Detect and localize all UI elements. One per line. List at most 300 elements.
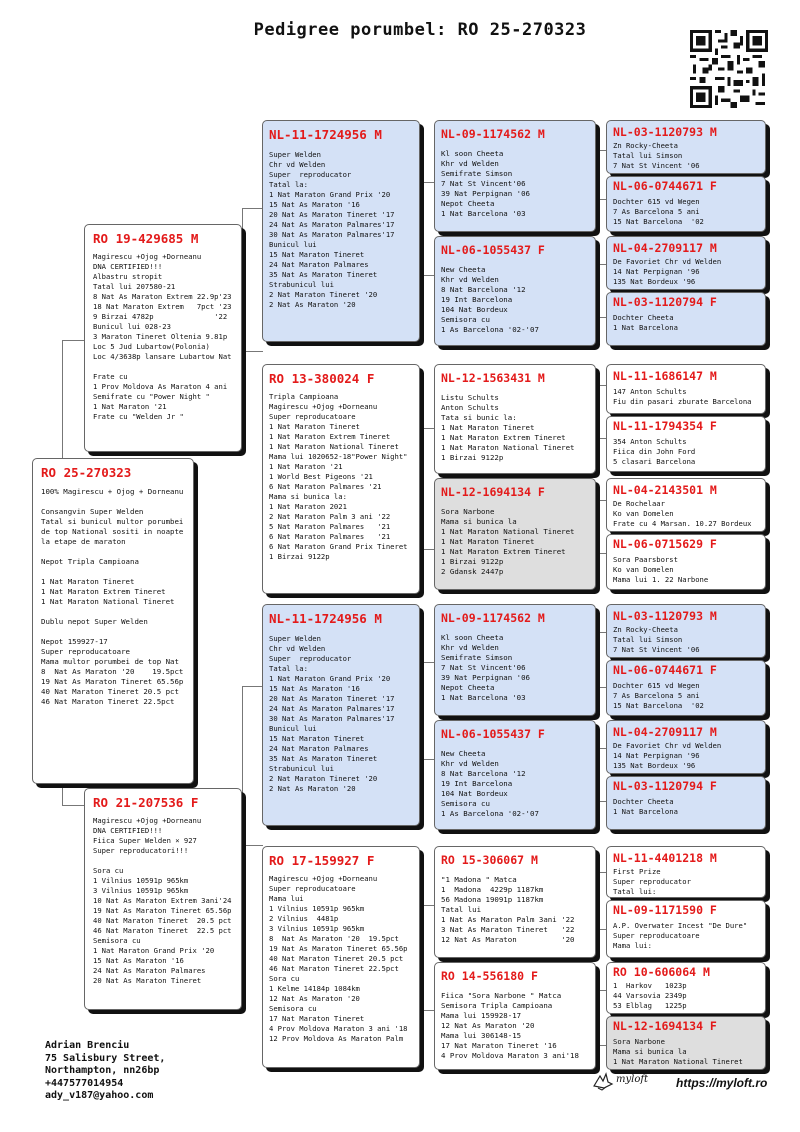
note-line: 17 Nat Maraton Tineret '16 bbox=[441, 1041, 557, 1050]
note-line: 15 Nat As Maraton '16 bbox=[269, 200, 360, 209]
note-line: 1 Nat Barcelona bbox=[613, 807, 678, 816]
note-line: Dochter 615 vd Wegen bbox=[613, 681, 700, 690]
pigeon-card-g4-6 bbox=[606, 416, 766, 472]
note-line: 2 Nat As Maraton '20 bbox=[269, 300, 356, 309]
note-line: Zn Rocky-Cheeta bbox=[613, 625, 678, 634]
note-line: Semisora cu bbox=[441, 799, 490, 808]
ring-number: NL-11-1794354 F bbox=[613, 419, 717, 433]
owner-city: Northampton, nn26bp bbox=[45, 1065, 160, 1076]
note-line: Dochter Cheeta bbox=[613, 313, 674, 322]
note-line: Khr vd Welden bbox=[441, 159, 499, 168]
note-line: "1 Madona " Matca bbox=[441, 875, 517, 884]
pigeon-card-sire-sire bbox=[262, 120, 420, 342]
note-line: 3 Vilnius 10591p 965km bbox=[269, 924, 365, 933]
ring-number: NL-09-1174562 M bbox=[441, 127, 545, 141]
ring-number: NL-09-1171590 F bbox=[613, 903, 717, 917]
pigeon-notes bbox=[613, 681, 761, 711]
note-line: Super reproducatori!!! bbox=[93, 846, 189, 855]
note-line bbox=[41, 607, 189, 617]
note-line: 1 Vilnius 10591p 965km bbox=[269, 904, 365, 913]
pigeon-notes bbox=[441, 149, 591, 219]
note-line: 8 Nat Barcelona '12 bbox=[441, 769, 526, 778]
note-line: 1 Nat Maraton Tineret bbox=[441, 423, 535, 432]
pigeon-notes bbox=[613, 141, 761, 171]
pigeon-card-dam-sire bbox=[262, 604, 420, 826]
note-line: Semisora cu bbox=[269, 1004, 317, 1013]
pigeon-notes bbox=[613, 257, 761, 287]
note-line: 2 Gdansk 2447p bbox=[441, 567, 504, 576]
pigeon-notes bbox=[613, 981, 761, 1011]
note-line: Magirescu +Ojog +Dorneanu bbox=[269, 402, 378, 411]
note-line: A.P. Overwater Incest "De Dure" bbox=[613, 921, 748, 930]
connector bbox=[242, 686, 263, 846]
pigeon-notes bbox=[441, 507, 591, 577]
note-line: Super Welden bbox=[269, 150, 321, 159]
note-line: 2 Nat Maraton Tineret '20 bbox=[269, 290, 378, 299]
note-line: 100% Magirescu + Ojog + Dorneanu bbox=[41, 487, 184, 496]
note-line: 24 Nat Maraton Palmares bbox=[269, 260, 369, 269]
ring-number: NL-03-1120794 F bbox=[613, 779, 717, 793]
connector bbox=[420, 905, 435, 1011]
note-line: 1 Nat Maraton National Tineret bbox=[613, 1057, 743, 1066]
note-line: Mama lui 1. 22 Narbone bbox=[613, 575, 709, 584]
note-line: 39 Nat Perpignan '06 bbox=[441, 189, 530, 198]
pigeon-notes bbox=[613, 555, 761, 585]
note-line: Kl soon Cheeta bbox=[441, 149, 504, 158]
note-line: Semisora cu bbox=[93, 936, 141, 945]
pigeon-card-g3-3 bbox=[434, 364, 596, 474]
note-line: Strabunicul lui bbox=[269, 764, 334, 773]
note-line: De Favoriet Chr vd Welden bbox=[613, 257, 722, 266]
note-line: Tatal lui 207580-21 bbox=[93, 282, 176, 291]
note-line: 1 Nat Barcelona '03 bbox=[441, 209, 526, 218]
pigeon-card-g3-6 bbox=[434, 720, 596, 830]
note-line: 15 Nat As Maraton '16 bbox=[93, 956, 184, 965]
note-line: Fiica "Sora Narbone " Matca bbox=[441, 991, 562, 1000]
note-line: Listu Schults bbox=[441, 393, 499, 402]
ring-number: NL-06-1055437 F bbox=[441, 727, 545, 741]
note-line: 1 Prov Moldova As Maraton 4 ani bbox=[93, 382, 228, 391]
note-line bbox=[93, 362, 237, 372]
note-line: Sora Narbone bbox=[441, 507, 495, 516]
note-line: 6 Nat Maraton Grand Prix Tineret bbox=[269, 542, 408, 551]
note-line bbox=[93, 856, 237, 866]
connector bbox=[242, 208, 263, 352]
note-line: 1 Nat Maraton National Tineret bbox=[41, 597, 175, 606]
note-line: 1 Nat As Maraton Palm 3ani '22 bbox=[441, 915, 575, 924]
note-line: 2 Nat Maraton Tineret '20 bbox=[269, 774, 378, 783]
note-line: Super reproducatoare bbox=[613, 931, 700, 940]
note-line: Magirescu +Ojog +Dorneanu bbox=[93, 816, 202, 825]
note-line: 7 Nat St Vincent'06 bbox=[441, 663, 526, 672]
note-line: Mama lui 159928-17 bbox=[441, 1011, 522, 1020]
pigeon-card-subject bbox=[32, 458, 194, 784]
note-line: 3 Nat As Maraton Tineret '22 bbox=[441, 925, 575, 934]
note-line: 9 Birzai 4782p '22 bbox=[93, 312, 228, 321]
note-line: 1 Nat Maraton Grand Prix '20 bbox=[93, 946, 215, 955]
ring-number: NL-11-1686147 M bbox=[613, 369, 717, 383]
note-line: 35 Nat As Maraton Tineret bbox=[269, 754, 378, 763]
ring-number: NL-12-1694134 F bbox=[441, 485, 545, 499]
note-line: 24 Nat As Maraton Palmares bbox=[93, 966, 206, 975]
note-line: 1 Nat Barcelona bbox=[613, 323, 678, 332]
pigeon-card-g3-1 bbox=[434, 120, 596, 232]
note-line: Dochter Cheeta bbox=[613, 797, 674, 806]
pigeon-card-g3-8 bbox=[434, 962, 596, 1070]
note-line: la etape de maraton bbox=[41, 537, 126, 546]
pigeon-card-g3-2 bbox=[434, 236, 596, 346]
pigeon-notes bbox=[41, 487, 189, 707]
note-line: 19 Int Barcelona bbox=[441, 295, 513, 304]
pigeon-notes bbox=[441, 633, 591, 703]
note-line: 1 As Barcelona '02-'07 bbox=[441, 325, 539, 334]
pigeon-card-g4-10 bbox=[606, 660, 766, 716]
note-line: 12 Nat As Maraton '20 bbox=[441, 1021, 535, 1030]
note-line: 1 Birzai 9122p bbox=[441, 557, 504, 566]
note-line: 1 Nat Maraton Extrem Tineret bbox=[441, 547, 566, 556]
pigeon-card-g4-13 bbox=[606, 846, 766, 898]
note-line: 40 Nat Maraton Tineret 20.5 pct bbox=[269, 954, 404, 963]
note-line: 8 Nat Barcelona '12 bbox=[441, 285, 526, 294]
ring-number: RO 10-606064 M bbox=[613, 965, 710, 979]
note-line: Khr vd Welden bbox=[441, 643, 499, 652]
note-line: Bunicul lui bbox=[269, 724, 317, 733]
note-line: Super reproducator bbox=[269, 654, 352, 663]
note-line: 7 As Barcelona 5 ani bbox=[613, 691, 700, 700]
note-line: Sora cu bbox=[269, 974, 300, 983]
note-line: 30 Nat As Maraton Palmares'17 bbox=[269, 714, 395, 723]
qr-code bbox=[690, 30, 768, 108]
note-line: Fiu din pasari zburate Barcelona bbox=[613, 397, 752, 406]
note-line: Nepot Tripla Campioana bbox=[41, 557, 139, 566]
owner-email: ady_v187@yahoo.com bbox=[45, 1090, 154, 1101]
note-line: Nepot 159927-17 bbox=[41, 637, 108, 646]
note-line: 2 Vilnius 4481p bbox=[269, 914, 339, 923]
note-line: 30 Nat As Maraton Palmares'17 bbox=[269, 230, 395, 239]
note-line: 1 Nat Maraton National Tineret bbox=[441, 443, 575, 452]
note-line: 1 Nat Maraton '21 bbox=[93, 402, 167, 411]
note-line bbox=[41, 567, 189, 577]
note-line: 7 Nat St Vincent '06 bbox=[613, 645, 700, 654]
pigeon-card-g4-5 bbox=[606, 364, 766, 414]
pigeon-card-g3-5 bbox=[434, 604, 596, 716]
note-line: Dublu nepot Super Welden bbox=[41, 617, 148, 626]
pigeon-notes bbox=[93, 252, 237, 422]
note-line: Consangvin Super Welden bbox=[41, 507, 144, 516]
note-line: First Prize bbox=[613, 867, 661, 876]
note-line: Tatal lui bbox=[441, 905, 482, 914]
ring-number: RO 14-556180 F bbox=[441, 969, 538, 983]
note-line: 40 Nat Maraton Tineret 20.5 pct bbox=[93, 916, 232, 925]
note-line: 104 Nat Bordeux bbox=[441, 305, 508, 314]
note-line: 15 Nat Barcelona '02 bbox=[613, 217, 704, 226]
note-line: Tatal lui: bbox=[613, 887, 657, 896]
ring-number: NL-12-1563431 M bbox=[441, 371, 545, 385]
note-line: Loc 4/3638p lansare Lubartow Nat bbox=[93, 352, 232, 361]
pigeon-notes bbox=[441, 991, 591, 1061]
ring-number: NL-04-2709117 M bbox=[613, 725, 717, 739]
pigeon-card-sire bbox=[84, 224, 242, 452]
note-line: Bunicul lui 028-23 bbox=[93, 322, 171, 331]
pigeon-notes bbox=[613, 797, 761, 817]
note-line: Tatal lui Simson bbox=[613, 151, 683, 160]
page-title: Pedigree porumbel: RO 25-270323 bbox=[253, 20, 587, 40]
note-line: Mama lui bbox=[269, 894, 304, 903]
note-line: 1 Madona 4229p 1187km bbox=[441, 885, 544, 894]
brand-name: myloft bbox=[616, 1074, 649, 1085]
ring-number: NL-04-2709117 M bbox=[613, 241, 717, 255]
pigeon-notes bbox=[269, 634, 415, 794]
note-line: 35 Nat As Maraton Tineret bbox=[269, 270, 378, 279]
note-line: 24 Nat As Maraton Palmares'17 bbox=[269, 704, 395, 713]
note-line: Zn Rocky-Cheeta bbox=[613, 141, 678, 150]
note-line: Super reproducatoare bbox=[269, 412, 356, 421]
pigeon-card-dam bbox=[84, 788, 242, 1010]
pigeon-card-dam-dam bbox=[262, 846, 420, 1068]
note-line: 8 Nat As Maraton '20 19.5pct bbox=[269, 934, 399, 943]
note-line: 19 Int Barcelona bbox=[441, 779, 513, 788]
note-line: 1 Nat Maraton National Tineret bbox=[441, 527, 575, 536]
note-line: 19 Nat As Maraton Tineret 65.56p bbox=[41, 677, 184, 686]
note-line: Ko van Domelen bbox=[613, 509, 674, 518]
note-line: Nepot Cheeta bbox=[441, 683, 495, 692]
note-line: 1 Nat Maraton 2021 bbox=[269, 502, 347, 511]
pigeon-notes bbox=[613, 1037, 761, 1067]
note-line: 2 Nat Maraton Palm 3 ani '22 bbox=[269, 512, 391, 521]
ring-number: NL-06-1055437 F bbox=[441, 243, 545, 257]
note-line: 20 Nat As Maraton Tineret '17 bbox=[269, 694, 395, 703]
pigeon-card-g4-14 bbox=[606, 900, 766, 958]
note-line: Super Welden bbox=[269, 634, 321, 643]
note-line: 4 Prov Moldova Maraton 3 ani '18 bbox=[269, 1024, 408, 1033]
ring-number: RO 17-159927 F bbox=[269, 853, 375, 868]
note-line: 46 Nat Maraton Tineret 22.5 pct bbox=[93, 926, 232, 935]
note-line: 12 Nat As Maraton '20 bbox=[441, 935, 575, 944]
note-line: De Favoriet Chr vd Welden bbox=[613, 741, 722, 750]
note-line: Mama lui 1020652-18"Power Night" bbox=[269, 452, 408, 461]
note-line: 147 Anton Schults bbox=[613, 387, 687, 396]
pigeon-card-g4-7 bbox=[606, 478, 766, 532]
note-line: Ko van Domelen bbox=[613, 565, 674, 574]
note-line: Albastru stropit bbox=[93, 272, 163, 281]
note-line: 46 Nat Maraton Tineret 22.5pct bbox=[41, 697, 175, 706]
note-line: 53 Elblag 1225p bbox=[613, 1001, 687, 1010]
note-line: Magirescu +Ojog +Dorneanu bbox=[93, 252, 202, 261]
note-line: Tatal la: bbox=[269, 664, 308, 673]
note-line: 44 Varsovia 2349p bbox=[613, 991, 687, 1000]
pigeon-card-g4-9 bbox=[606, 604, 766, 658]
note-line: 12 Nat As Maraton '20 bbox=[269, 994, 360, 1003]
note-line: Tatal si bunicul multor porumbei bbox=[41, 517, 184, 526]
connector bbox=[420, 662, 435, 760]
note-line: 1 Nat Maraton Extrem Tineret bbox=[269, 432, 391, 441]
note-line: 39 Nat Perpignan '06 bbox=[441, 673, 530, 682]
note-line: Chr vd Welden bbox=[269, 160, 326, 169]
note-line: New Cheeta bbox=[441, 749, 486, 758]
ring-number: NL-06-0744671 F bbox=[613, 179, 717, 193]
note-line: Mama lui: bbox=[613, 941, 652, 950]
note-line bbox=[41, 497, 189, 507]
note-line: 1 Birzai 9122p bbox=[269, 552, 330, 561]
note-line: Khr vd Welden bbox=[441, 275, 499, 284]
pigeon-notes bbox=[613, 197, 761, 227]
note-line: Mama si bunica la: bbox=[269, 492, 347, 501]
note-line: 135 Nat Bordeux '96 bbox=[613, 277, 696, 286]
ring-number: NL-12-1694134 F bbox=[613, 1019, 717, 1033]
ring-number: NL-09-1174562 M bbox=[441, 611, 545, 625]
note-line: 10 Nat As Maraton Extrem 3ani'24 bbox=[93, 896, 232, 905]
note-line: 1 Nat Barcelona '03 bbox=[441, 693, 526, 702]
pigeon-card-g4-3 bbox=[606, 236, 766, 290]
note-line: 1 Nat Maraton Tineret bbox=[441, 537, 535, 546]
note-line: Semisora cu bbox=[441, 315, 490, 324]
note-line: Super reproducatoare bbox=[269, 884, 356, 893]
pigeon-card-sire-dam bbox=[262, 364, 420, 594]
note-line: 15 Nat Barcelona '02 bbox=[613, 701, 704, 710]
note-line: 24 Nat Maraton Palmares bbox=[269, 744, 369, 753]
note-line: 1 Nat Maraton Grand Prix '20 bbox=[269, 190, 391, 199]
note-line: 15 Nat Maraton Tineret bbox=[269, 250, 365, 259]
pigeon-notes bbox=[613, 313, 761, 333]
note-line: 1 Nat Maraton Tineret bbox=[41, 577, 135, 586]
note-line: Kl soon Cheeta bbox=[441, 633, 504, 642]
note-line: 15 Nat As Maraton '16 bbox=[269, 684, 360, 693]
note-line: Tatal la: bbox=[269, 180, 308, 189]
note-line: Frate cu "Welden Jr " bbox=[93, 412, 184, 421]
note-line: 1 Nat Maraton Tineret bbox=[269, 422, 360, 431]
note-line: Semifrate cu "Power Night " bbox=[93, 392, 210, 401]
note-line: Semifrate Simson bbox=[441, 169, 513, 178]
note-line: 7 Nat St Vincent'06 bbox=[441, 179, 526, 188]
note-line: Bunicul lui bbox=[269, 240, 317, 249]
pigeon-card-g4-16 bbox=[606, 1016, 766, 1070]
note-line: 40 Nat Maraton Tineret 20.5 pct bbox=[41, 687, 179, 696]
note-line: Anton Schults bbox=[441, 403, 499, 412]
pigeon-notes bbox=[441, 875, 591, 945]
pigeon-card-g3-7 bbox=[434, 846, 596, 958]
note-line: Tatal lui Simson bbox=[613, 635, 683, 644]
pigeon-notes bbox=[613, 867, 761, 897]
note-line: 1 Kelme 14184p 1084km bbox=[269, 984, 360, 993]
pigeon-notes bbox=[269, 392, 415, 562]
note-line: 6 Nat Maraton Palmares '21 bbox=[269, 532, 391, 541]
connector bbox=[420, 182, 435, 276]
note-line: 5 Nat Maraton Palmares '21 bbox=[269, 522, 391, 531]
pigeon-notes bbox=[93, 816, 237, 986]
note-line: Sora Narbone bbox=[613, 1037, 665, 1046]
ring-number: NL-03-1120794 F bbox=[613, 295, 717, 309]
owner-street: 75 Salisbury Street, bbox=[45, 1052, 166, 1064]
note-line: 3 Vilnius 10591p 965km bbox=[93, 886, 189, 895]
pigeon-card-g3-4 bbox=[434, 478, 596, 590]
note-line: 20 Nat As Maraton Tineret '17 bbox=[269, 210, 395, 219]
ring-number: RO 25-270323 bbox=[41, 465, 132, 480]
ring-number: NL-04-2143501 M bbox=[613, 483, 717, 497]
pigeon-notes bbox=[613, 625, 761, 655]
ring-number: RO 19-429685 M bbox=[93, 231, 199, 246]
website-link[interactable]: https://myloft.ro bbox=[676, 1076, 768, 1090]
connector bbox=[420, 428, 435, 550]
pigeon-notes bbox=[269, 150, 415, 310]
note-line: De Rochelaar bbox=[613, 499, 665, 508]
pigeon-card-g4-4 bbox=[606, 292, 766, 346]
note-line: 7 Nat St Vincent '06 bbox=[613, 161, 700, 170]
note-line: 1 World Best Pigeons '21 bbox=[269, 472, 373, 481]
note-line: 1 As Barcelona '02-'07 bbox=[441, 809, 539, 818]
pigeon-notes bbox=[613, 921, 761, 951]
pigeon-notes bbox=[613, 437, 761, 467]
note-line: Fiica din John Ford bbox=[613, 447, 696, 456]
pigeon-notes bbox=[613, 741, 761, 771]
ring-number: NL-11-4401218 M bbox=[613, 851, 717, 865]
note-line: Super reproducator bbox=[269, 170, 352, 179]
owner-contact bbox=[45, 1040, 165, 1103]
note-line: 20 Nat As Maraton Tineret bbox=[93, 976, 202, 985]
note-line: 18 Nat Maraton Extrem 7pct '23 bbox=[93, 302, 232, 311]
note-line: Mama lui 306148-15 bbox=[441, 1031, 522, 1040]
note-line: Fiica Super Welden × 927 bbox=[93, 836, 197, 845]
note-line: Chr vd Welden bbox=[269, 644, 326, 653]
note-line: Sora cu bbox=[93, 866, 124, 875]
note-line: 12 Prov Moldova As Maraton Palm bbox=[269, 1034, 404, 1043]
note-line: 8 Nat As Maraton '20 19.5pct bbox=[41, 667, 184, 676]
note-line: 354 Anton Schults bbox=[613, 437, 687, 446]
ring-number: RO 13-380024 F bbox=[269, 371, 375, 386]
note-line: 4 Prov Moldova Maraton 3 ani'18 bbox=[441, 1051, 579, 1060]
note-line: Nepot Cheeta bbox=[441, 199, 495, 208]
note-line: 3 Maraton Tineret Oltenia 9.81p bbox=[93, 332, 228, 341]
owner-phone: +447577014954 bbox=[45, 1077, 124, 1089]
note-line: 1 Nat Maraton National Tineret bbox=[269, 442, 399, 451]
note-line: Mama si bunica la bbox=[613, 1047, 687, 1056]
note-line: 135 Nat Bordeux '96 bbox=[613, 761, 696, 770]
note-line: 1 Vilnius 10591p 965km bbox=[93, 876, 189, 885]
pigeon-card-g4-1 bbox=[606, 120, 766, 174]
note-line: 6 Nat Maraton Palmares '21 bbox=[269, 482, 382, 491]
pigeon-notes bbox=[269, 874, 415, 1044]
pigeon-notes bbox=[441, 265, 591, 335]
note-line: 15 Nat Maraton Tineret bbox=[269, 734, 365, 743]
note-line: 14 Nat Perpignan '96 bbox=[613, 751, 700, 760]
note-line: 1 Nat Maraton '21 bbox=[269, 462, 343, 471]
pigeon-notes bbox=[441, 749, 591, 819]
ring-number: NL-03-1120793 M bbox=[613, 125, 717, 139]
note-line: Strabunicul lui bbox=[269, 280, 334, 289]
ring-number: NL-06-0715629 F bbox=[613, 537, 717, 551]
pigeon-notes bbox=[613, 387, 761, 407]
note-line: Mama multor porumbei de top Nat bbox=[41, 657, 179, 666]
pigeon-card-g4-12 bbox=[606, 776, 766, 830]
ring-number: NL-11-1724956 M bbox=[269, 127, 382, 142]
note-line: 7 As Barcelona 5 ani bbox=[613, 207, 700, 216]
note-line: Magirescu +Ojog +Dorneanu bbox=[269, 874, 378, 883]
note-line: Semifrate Simson bbox=[441, 653, 513, 662]
note-line: 1 Nat Maraton Extrem Tineret bbox=[441, 433, 566, 442]
pigeon-card-g4-8 bbox=[606, 534, 766, 590]
note-line: 56 Madona 19091p 1187km bbox=[441, 895, 544, 904]
note-line: Mama si bunica la bbox=[441, 517, 517, 526]
pigeon-card-g4-2 bbox=[606, 176, 766, 232]
note-line: Super reproducator bbox=[613, 877, 691, 886]
note-line: Semisora Tripla Campioana bbox=[441, 1001, 553, 1010]
note-line: Khr vd Welden bbox=[441, 759, 499, 768]
note-line: DNA CERTIFIED!!! bbox=[93, 826, 163, 835]
note-line: Tripla Campioana bbox=[269, 392, 339, 401]
note-line: Sora Paarsborst bbox=[613, 555, 678, 564]
owner-name: Adrian Brenciu bbox=[45, 1040, 130, 1051]
note-line: Frate cu bbox=[93, 372, 128, 381]
note-line: New Cheeta bbox=[441, 265, 486, 274]
